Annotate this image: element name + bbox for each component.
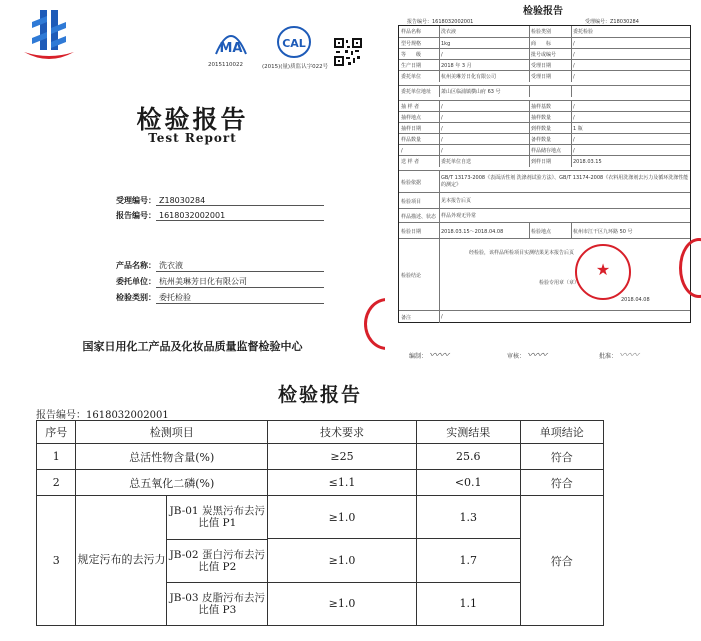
cell-no: 2	[37, 470, 76, 496]
sheet-divider	[439, 311, 440, 323]
sheet-cell-v2: 2018.03.15	[573, 158, 602, 165]
conclusion-text: 经检验，该样品所检项目实测结果见本报告后页	[469, 250, 575, 256]
sheet-divider	[439, 156, 440, 167]
sheet-cell-v2: /	[573, 114, 575, 121]
sheet-cell-v2	[571, 86, 690, 97]
center-name: 国家日用化工产品及化妆品质量监督检验中心	[82, 340, 303, 353]
sheet-cell-l2	[529, 86, 571, 97]
cma-caption: 2015110022	[208, 62, 243, 68]
sheet-cell-label: 样品描述、状态	[401, 213, 437, 220]
sheet-cell-label: 检验结论	[401, 272, 422, 279]
cover-title: 检验报告	[136, 105, 249, 134]
cell-result: 1.1	[416, 582, 520, 625]
cell-requirement: ≥1.0	[268, 539, 417, 582]
cell-requirement: ≥1.0	[268, 582, 417, 625]
table-row	[37, 496, 604, 539]
row-value: Z18030284	[156, 196, 324, 206]
sheet-divider	[439, 223, 440, 239]
approver-signature: 批准： 〰〰	[599, 350, 639, 361]
sheet-row	[399, 310, 690, 323]
sheet-row	[399, 85, 690, 97]
cal-caption: (2015)(量)质监认字022号	[262, 64, 329, 70]
sheet-cell-v1: 洗衣液	[441, 29, 457, 35]
sheet-cell-text: 2018.03.15～2018.04.08	[441, 228, 504, 235]
sheet-row	[399, 155, 690, 167]
sheet-cell-label: 检验项目	[401, 198, 422, 205]
product-name-row	[116, 260, 324, 272]
sheet-cell-v1: /	[441, 136, 443, 143]
reviewer-label: 审核：	[507, 353, 526, 360]
reviewer-signature: 审核： 〰〰	[507, 350, 547, 361]
sheet-cell-l1: 型号规格	[401, 41, 422, 47]
sheet-cell-l1: 抽样日期	[401, 126, 422, 132]
sheet-cell-l2: 备样数量	[531, 137, 552, 143]
cell-verdict: 符合	[520, 496, 603, 626]
sheet-cell-text: 见本报告后页	[441, 197, 472, 204]
sheet-title: 检验报告	[523, 6, 563, 17]
cal-mark-text: CAL	[282, 37, 306, 50]
sheet-cell-label: 检验依据	[401, 179, 422, 186]
sheet-divider	[439, 86, 440, 97]
sheet-cell-v2: /	[573, 73, 575, 80]
cell-result: 25.6	[416, 444, 520, 470]
results-header-row	[37, 421, 604, 444]
cal-mark-icon	[276, 24, 312, 60]
sub-item: JB-03 皮脂污布去污比值 P3	[169, 592, 265, 617]
sheet-row	[399, 170, 690, 193]
inspection-center-logo	[18, 8, 80, 66]
cell-requirement: ≤1.1	[268, 470, 417, 496]
editor-signature: 编制： 〰〰	[409, 350, 449, 361]
sheet-cell-l2: 受理日期	[531, 74, 552, 80]
accept-number-row	[116, 195, 324, 206]
sheet-cell-l2: 抽样基数	[531, 104, 552, 110]
header-item: 检测项目	[76, 421, 268, 444]
sheet-divider	[529, 26, 530, 37]
row-value: 1618032002001	[156, 211, 324, 221]
report-number-row	[116, 210, 324, 221]
sheet-cell-v2: /	[573, 147, 575, 154]
table-row	[37, 470, 604, 496]
header-result: 实测结果	[416, 421, 520, 444]
sheet-cell-text: GB/T 13173-2008《表面活性剂 洗涤剂试验方法》、GB/T 13174-2008《衣料用洗涤剂去污力及循环洗涤性能的测定》	[441, 175, 689, 188]
conclusion-date: 2018.04.08	[621, 297, 650, 303]
report-sheet	[385, 0, 701, 378]
sheet-cell-v1: 委托单位自送	[441, 159, 472, 165]
sheet-cell-v2: /	[573, 62, 575, 69]
cma-mark-icon	[212, 24, 250, 60]
sheet-cell-text: /	[441, 313, 443, 320]
cell-requirement: ≥25	[268, 444, 417, 470]
sheet-divider	[571, 86, 572, 97]
sheet-divider	[571, 71, 572, 82]
sheet-cell-l1: 等 级	[401, 52, 422, 58]
sub-item: JB-02 蛋白污布去污比值 P2	[167, 540, 267, 584]
sheet-cell-v1: /	[441, 147, 443, 154]
sheet-cell-l2: 到样数量	[531, 126, 552, 132]
sheet-cell-v2: /	[573, 103, 575, 110]
sheet-table	[398, 25, 691, 323]
sheet-cell-l2: 到样日期	[531, 159, 552, 165]
sheet-cell-v2: /	[573, 51, 575, 58]
sheet-divider	[571, 223, 572, 239]
sheet-cell-label: 备注	[401, 314, 412, 321]
cover-page	[0, 0, 385, 378]
sheet-row	[399, 208, 690, 223]
sheet-cell-l2: 检验类别	[531, 29, 552, 35]
sheet-cell-label: 检验地点	[531, 228, 552, 235]
sheet-cell-v2: 1 瓶	[573, 126, 583, 132]
sheet-cell-l1: 抽 样 者	[401, 104, 420, 110]
cell-result: 1.7	[416, 539, 520, 582]
cell-no: 1	[37, 444, 76, 470]
sheet-cell-v1: 萧山区临浦镇横山府 63 号	[441, 89, 501, 95]
sheet-cell-l1: 送 样 者	[401, 159, 420, 165]
cell-item: 规定污布的去污力	[76, 496, 167, 625]
sheet-row	[399, 222, 690, 239]
sheet-cell-text: 杭州市江干区九环路 50 号	[573, 228, 633, 235]
test-results-page	[0, 378, 701, 641]
cell-requirement: ≥1.0	[268, 496, 417, 539]
cell-verdict: 符合	[520, 470, 603, 496]
header-no: 序号	[37, 421, 76, 444]
sheet-row	[399, 26, 690, 37]
sheet-divider	[571, 26, 572, 37]
cma-mark-text: MA	[219, 41, 243, 56]
row-label: 委托单位：	[116, 277, 156, 286]
row-value: 杭州美琳芳日化有限公司	[156, 276, 324, 288]
sheet-divider	[571, 156, 572, 167]
sub-item: JB-01 炭黑污布去污比值 P1	[167, 496, 267, 540]
sheet-report-number: 报告编号：1618032002001	[407, 19, 474, 25]
cell-item: 总五氧化二磷(%)	[76, 470, 268, 496]
sheet-divider	[439, 171, 440, 193]
sheet-cell-l2: 受理日期	[531, 63, 552, 69]
sheet-divider	[439, 193, 440, 209]
stamp-caption: 检验专用章（章）	[539, 280, 580, 286]
row-label: 产品名称：	[116, 261, 156, 270]
sheet-divider	[529, 223, 530, 239]
sheet-divider	[529, 156, 530, 167]
sheet-cell-l1: 生产日期	[401, 63, 422, 69]
sheet-cell-v1: 杭州美琳芳日化有限公司	[441, 74, 497, 80]
table-row	[37, 444, 604, 470]
sheet-cell-l1: 委托单位	[401, 74, 422, 80]
row-label: 检验类别：	[116, 293, 156, 302]
sheet-cell-l1: /	[401, 147, 403, 154]
results-report-number: 报告编号：1618032002001	[36, 410, 169, 421]
sheet-row	[399, 238, 690, 311]
sheet-cell-v2: /	[573, 40, 575, 47]
sheet-row	[399, 192, 690, 209]
sheet-cell-v2: /	[573, 136, 575, 143]
sheet-divider	[439, 239, 440, 311]
sheet-row	[399, 70, 690, 82]
sheet-accept-number: 受理编号：Z18030284	[585, 19, 639, 25]
sheet-divider	[529, 71, 530, 82]
cell-item: 总活性物含量(%)	[76, 444, 268, 470]
cell-item-group	[76, 496, 268, 626]
sheet-divider	[439, 71, 440, 82]
qr-code-icon	[334, 38, 362, 66]
sheet-cell-l2: 批号或编号	[531, 52, 557, 58]
sheet-cell-l2: 抽样数量	[531, 115, 552, 121]
inspection-seal-icon: ★	[575, 244, 631, 300]
cell-result: 1.3	[416, 496, 520, 539]
sheet-cell-v1: /	[441, 51, 443, 58]
sheet-cell-l1: 抽样地点	[401, 115, 422, 121]
sheet-cell-l1: 样品名称	[401, 29, 422, 35]
sheet-cell-label: 检验日期	[401, 228, 422, 235]
header-requirement: 技术要求	[268, 421, 417, 444]
test-type-row	[116, 292, 324, 304]
sheet-cell-v1: 1kg	[441, 40, 451, 47]
sheet-divider	[439, 26, 440, 37]
sheet-cell-l2: 样品储存地点	[531, 148, 562, 154]
results-title: 检验报告	[277, 384, 362, 406]
header-verdict: 单项结论	[520, 421, 603, 444]
sheet-cell-v1: /	[441, 103, 443, 110]
sheet-cell-text: 样品外观无异常	[441, 212, 477, 219]
cell-verdict: 符合	[520, 444, 603, 470]
row-value: 洗衣液	[156, 260, 324, 272]
sheet-cell-v1: /	[441, 114, 443, 121]
results-table	[36, 420, 604, 626]
sheet-cell-v1: 2018 年 3 月	[441, 63, 472, 69]
sheet-divider	[439, 209, 440, 223]
sheet-cell-v1: /	[441, 125, 443, 132]
row-label: 报告编号：	[116, 211, 156, 220]
approver-label: 批准：	[599, 353, 618, 360]
row-label: 受理编号：	[116, 196, 156, 205]
sheet-cell-v2: 委托检验	[573, 29, 594, 35]
cell-result: <0.1	[416, 470, 520, 496]
editor-label: 编制：	[409, 353, 428, 360]
row-value: 委托检验	[156, 292, 324, 304]
sheet-divider	[529, 86, 530, 97]
sheet-cell-l1: 委托单位地址	[401, 89, 432, 95]
sheet-cell-l1: 样品数量	[401, 137, 422, 143]
sheet-cell-l2: 商 标	[531, 41, 552, 47]
cover-subtitle: Test Report	[148, 131, 237, 145]
client-row	[116, 276, 324, 288]
cell-no: 3	[37, 496, 76, 626]
